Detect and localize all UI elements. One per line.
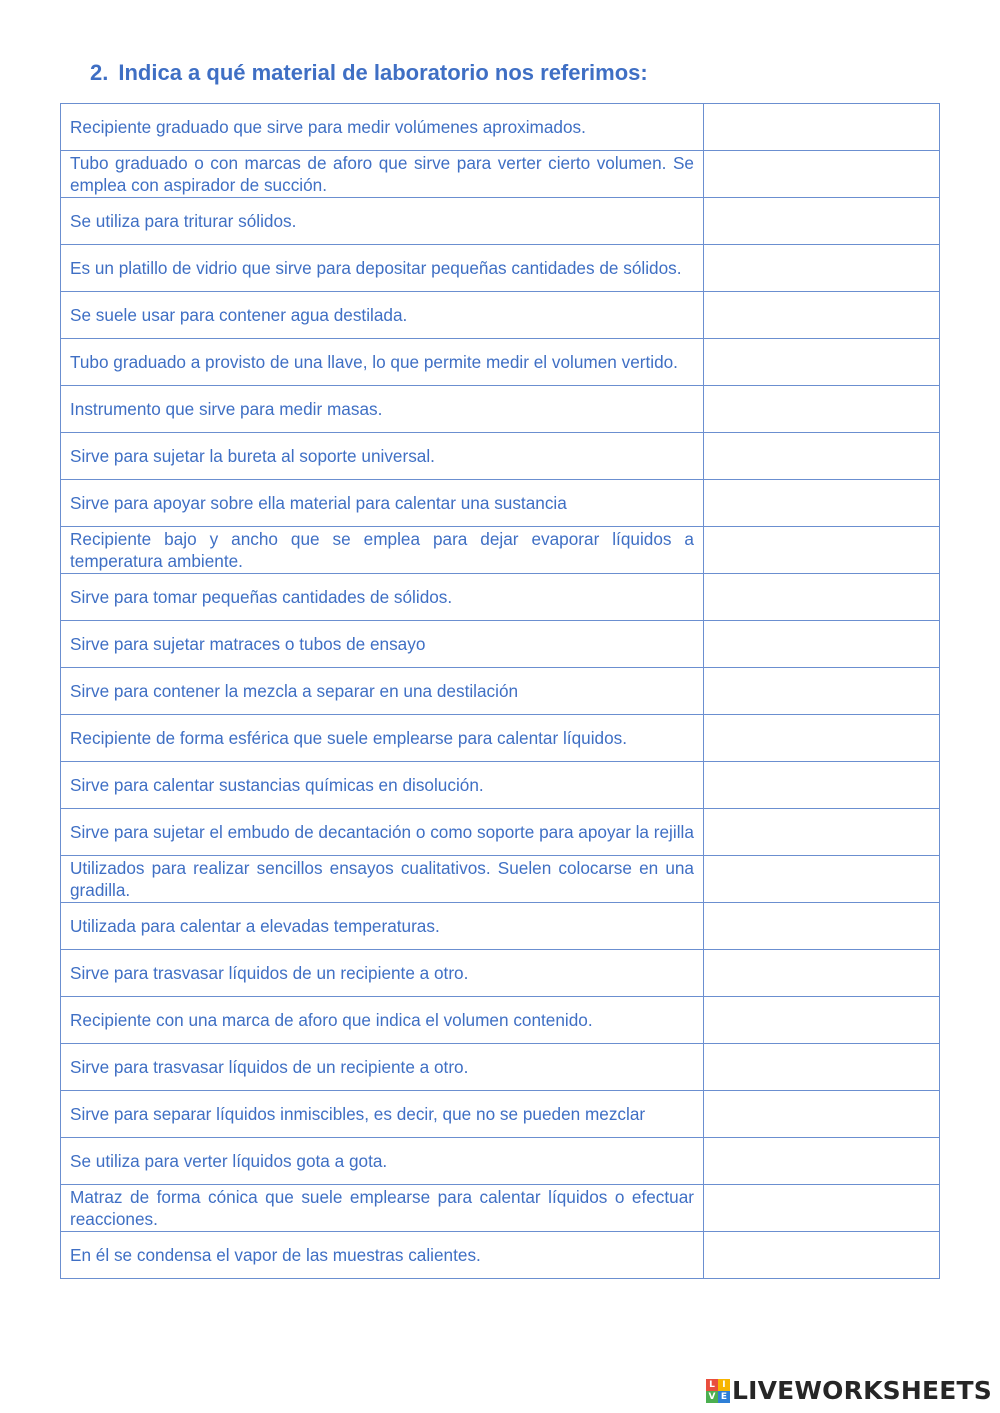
answer-input[interactable]	[704, 950, 939, 996]
answer-cell	[704, 1091, 940, 1138]
question-text: Se suele usar para contener agua destilada.	[61, 292, 704, 339]
table-row	[61, 480, 940, 527]
answer-input[interactable]	[704, 1232, 939, 1278]
answer-input[interactable]	[704, 386, 939, 432]
answer-cell	[704, 386, 940, 433]
answer-input[interactable]	[704, 104, 939, 150]
table-row	[61, 950, 940, 997]
table-row	[61, 292, 940, 339]
answer-cell	[704, 1138, 940, 1185]
answer-cell	[704, 1185, 940, 1232]
table-row	[61, 339, 940, 386]
question-text: Recipiente graduado que sirve para medir volúmenes aproximados.	[61, 104, 704, 151]
question-text: Sirve para sujetar el embudo de decantación o como soporte para apoyar la rejilla	[61, 809, 704, 856]
answer-cell	[704, 245, 940, 292]
table-row	[61, 1138, 940, 1185]
table-row	[61, 386, 940, 433]
question-text: Recipiente con una marca de aforo que indica el volumen contenido.	[61, 997, 704, 1044]
table-row	[61, 809, 940, 856]
answer-cell	[704, 997, 940, 1044]
table-row	[61, 1185, 940, 1232]
table-row	[61, 621, 940, 668]
question-text: Sirve para sujetar la bureta al soporte universal.	[61, 433, 704, 480]
answer-input[interactable]	[704, 715, 939, 761]
answer-input[interactable]	[704, 856, 939, 902]
answer-input[interactable]	[704, 1091, 939, 1137]
question-text: Es un platillo de vidrio que sirve para depositar pequeñas cantidades de sólidos.	[61, 245, 704, 292]
answer-input[interactable]	[704, 1138, 939, 1184]
table-row	[61, 527, 940, 574]
answer-cell	[704, 151, 940, 198]
logo-text: LIVEWORKSHEETS	[731, 1376, 992, 1405]
table-row	[61, 1044, 940, 1091]
answer-input[interactable]	[704, 245, 939, 291]
table-row	[61, 245, 940, 292]
answer-cell	[704, 104, 940, 151]
table-row	[61, 198, 940, 245]
answer-input[interactable]	[704, 1185, 939, 1231]
answer-cell	[704, 1232, 940, 1279]
question-text: Utilizados para realizar sencillos ensayos cualitativos. Suelen colocarse en una gradilla.	[61, 856, 704, 903]
logo-letter: V	[706, 1391, 718, 1403]
answer-cell	[704, 527, 940, 574]
answer-input[interactable]	[704, 151, 939, 197]
answer-input[interactable]	[704, 997, 939, 1043]
answer-input[interactable]	[704, 1044, 939, 1090]
table-row	[61, 903, 940, 950]
answer-input[interactable]	[704, 809, 939, 855]
answer-input[interactable]	[704, 668, 939, 714]
answer-input[interactable]	[704, 527, 939, 573]
logo-letter: L	[706, 1379, 718, 1391]
question-text: Sirve para calentar sustancias químicas en disolución.	[61, 762, 704, 809]
answer-input[interactable]	[704, 480, 939, 526]
answer-cell	[704, 339, 940, 386]
worksheet-table	[60, 103, 940, 1279]
table-row	[61, 104, 940, 151]
table-row	[61, 151, 940, 198]
table-row	[61, 574, 940, 621]
answer-cell	[704, 903, 940, 950]
answer-cell	[704, 809, 940, 856]
question-text: Sirve para contener la mezcla a separar en una destilación	[61, 668, 704, 715]
question-text: Tubo graduado o con marcas de aforo que sirve para verter cierto volumen. Se emplea con aspirador de succión.	[61, 151, 704, 198]
question-text: Recipiente bajo y ancho que se emplea para dejar evaporar líquidos a temperatura ambiente.	[61, 527, 704, 574]
answer-input[interactable]	[704, 339, 939, 385]
logo-mark-icon	[706, 1379, 730, 1403]
table-row	[61, 715, 940, 762]
answer-input[interactable]	[704, 903, 939, 949]
question-text: Se utiliza para verter líquidos gota a gota.	[61, 1138, 704, 1185]
question-text: En él se condensa el vapor de las muestras calientes.	[61, 1232, 704, 1279]
question-text: Sirve para separar líquidos inmiscibles, es decir, que no se pueden mezclar	[61, 1091, 704, 1138]
question-text: Sirve para trasvasar líquidos de un recipiente a otro.	[61, 1044, 704, 1091]
answer-cell	[704, 198, 940, 245]
question-text: Recipiente de forma esférica que suele emplearse para calentar líquidos.	[61, 715, 704, 762]
question-text: Utilizada para calentar a elevadas temperaturas.	[61, 903, 704, 950]
title-number: 2.	[90, 60, 109, 85]
answer-cell	[704, 950, 940, 997]
answer-cell	[704, 621, 940, 668]
answer-cell	[704, 668, 940, 715]
table-row	[61, 668, 940, 715]
question-text: Matraz de forma cónica que suele emplearse para calentar líquidos o efectuar reacciones.	[61, 1185, 704, 1232]
answer-cell	[704, 574, 940, 621]
table-row	[61, 1232, 940, 1279]
question-text: Sirve para tomar pequeñas cantidades de sólidos.	[61, 574, 704, 621]
table-row	[61, 997, 940, 1044]
question-text: Sirve para apoyar sobre ella material para calentar una sustancia	[61, 480, 704, 527]
question-text: Se utiliza para triturar sólidos.	[61, 198, 704, 245]
answer-cell	[704, 433, 940, 480]
answer-input[interactable]	[704, 433, 939, 479]
answer-cell	[704, 762, 940, 809]
logo-letter: E	[718, 1391, 730, 1403]
question-text: Tubo graduado a provisto de una llave, lo que permite medir el volumen vertido.	[61, 339, 704, 386]
logo-letter: I	[718, 1379, 730, 1391]
table-row	[61, 1091, 940, 1138]
answer-input[interactable]	[704, 574, 939, 620]
liveworksheets-logo	[706, 1376, 992, 1405]
answer-input[interactable]	[704, 292, 939, 338]
answer-cell	[704, 480, 940, 527]
title-text: Indica a qué material de laboratorio nos referimos:	[118, 60, 648, 85]
answer-input[interactable]	[704, 621, 939, 667]
answer-input[interactable]	[704, 762, 939, 808]
table-row	[61, 856, 940, 903]
answer-input[interactable]	[704, 198, 939, 244]
answer-cell	[704, 715, 940, 762]
page-title	[90, 60, 648, 86]
table-row	[61, 433, 940, 480]
table-row	[61, 762, 940, 809]
question-text: Sirve para sujetar matraces o tubos de ensayo	[61, 621, 704, 668]
question-text: Instrumento que sirve para medir masas.	[61, 386, 704, 433]
answer-cell	[704, 292, 940, 339]
question-text: Sirve para trasvasar líquidos de un recipiente a otro.	[61, 950, 704, 997]
answer-cell	[704, 1044, 940, 1091]
answer-cell	[704, 856, 940, 903]
